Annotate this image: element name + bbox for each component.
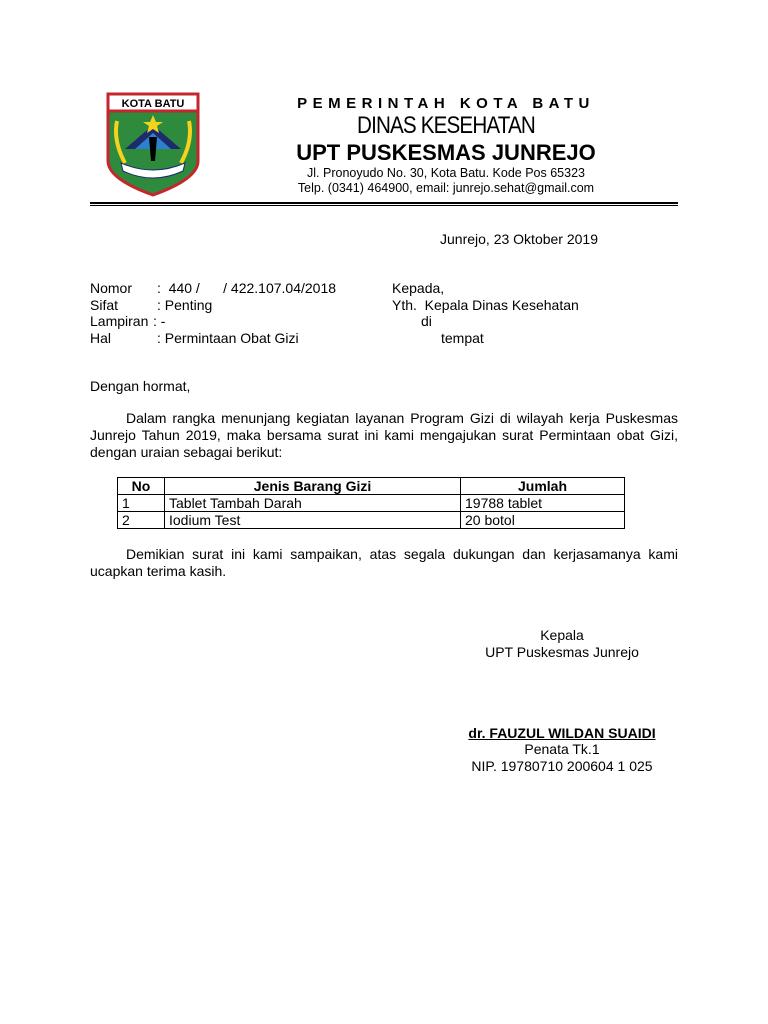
nomor-value: : 440 / / 422.107.04/2018 [157, 280, 337, 296]
hal-value: : Permintaan Obat Gizi [157, 330, 299, 346]
closing-paragraph [90, 546, 678, 580]
row-quantity: 19788 tablet [461, 495, 625, 512]
row-no: 1 [118, 495, 165, 512]
row-item: Tablet Tambah Darah [165, 495, 461, 512]
table-row [118, 495, 625, 512]
hal-label: Hal [90, 330, 112, 346]
table-header-row [118, 478, 625, 495]
header-quantity: Jumlah [461, 478, 625, 495]
signature-org: UPT Puskesmas Junrejo [485, 644, 639, 660]
nomor-label: Nomor [90, 280, 133, 296]
recipient-tempat: tempat [441, 330, 484, 346]
lampiran-value: : - [153, 313, 166, 329]
signatory-rank: Penata Tk.1 [524, 741, 600, 757]
contact-line: Telp. (0341) 464900, email: junrejo.sehat@gmail.com [297, 181, 595, 195]
address-line: Jl. Pronoyudo No. 30, Kota Batu. Kode Pos 65323 [307, 166, 585, 180]
body-line-2: Junrejo Tahun 2019, maka bersama surat ini kami mengajukan surat Permintaan obat Gizi, [90, 427, 678, 443]
letterhead-divider-thin [90, 205, 678, 206]
header-no: No [118, 478, 165, 495]
closing-line-2: ucapkan terima kasih. [90, 563, 227, 579]
recipient-yth: Yth. Kepala Dinas Kesehatan [392, 297, 579, 313]
signatory-name: dr. FAUZUL WILDAN SUAIDI [468, 725, 656, 741]
row-no: 2 [118, 512, 165, 529]
row-item: Iodium Test [165, 512, 461, 529]
recipient-di: di [421, 313, 432, 329]
recipient-kepada: Kepada, [392, 280, 445, 296]
body-paragraph [90, 410, 678, 461]
signatory-nip: NIP. 19780710 200604 1 025 [471, 758, 653, 774]
header-item: Jenis Barang Gizi [165, 478, 461, 495]
sifat-label: Sifat [90, 297, 119, 313]
item-table [117, 477, 625, 529]
logo-text: KOTA BATU [121, 98, 185, 110]
unit-title: UPT PUSKESMAS JUNREJO [296, 140, 596, 165]
signature-title: Kepala [540, 627, 584, 643]
body-line-3: dengan uraian sebagai berikut: [90, 444, 283, 460]
letterhead-divider-thick [90, 202, 678, 204]
greeting: Dengan hormat, [90, 378, 191, 394]
kota-batu-crest-logo [105, 91, 201, 197]
government-title: PEMERINTAH KOTA BATU [297, 95, 595, 112]
body-line-1: Dalam rangka menunjang kegiatan layanan Program Gizi di wilayah kerja Puskesmas [126, 410, 678, 426]
letter-date: Junrejo, 23 Oktober 2019 [440, 231, 598, 247]
lampiran-label: Lampiran [90, 313, 149, 329]
table-row [118, 512, 625, 529]
agency-title: DINAS KESEHATAN [357, 112, 535, 139]
closing-line-1: Demikian surat ini kami sampaikan, atas segala dukungan dan kerjasamanya kami [126, 546, 678, 562]
sifat-value: : Penting [157, 297, 213, 313]
row-quantity: 20 botol [461, 512, 625, 529]
